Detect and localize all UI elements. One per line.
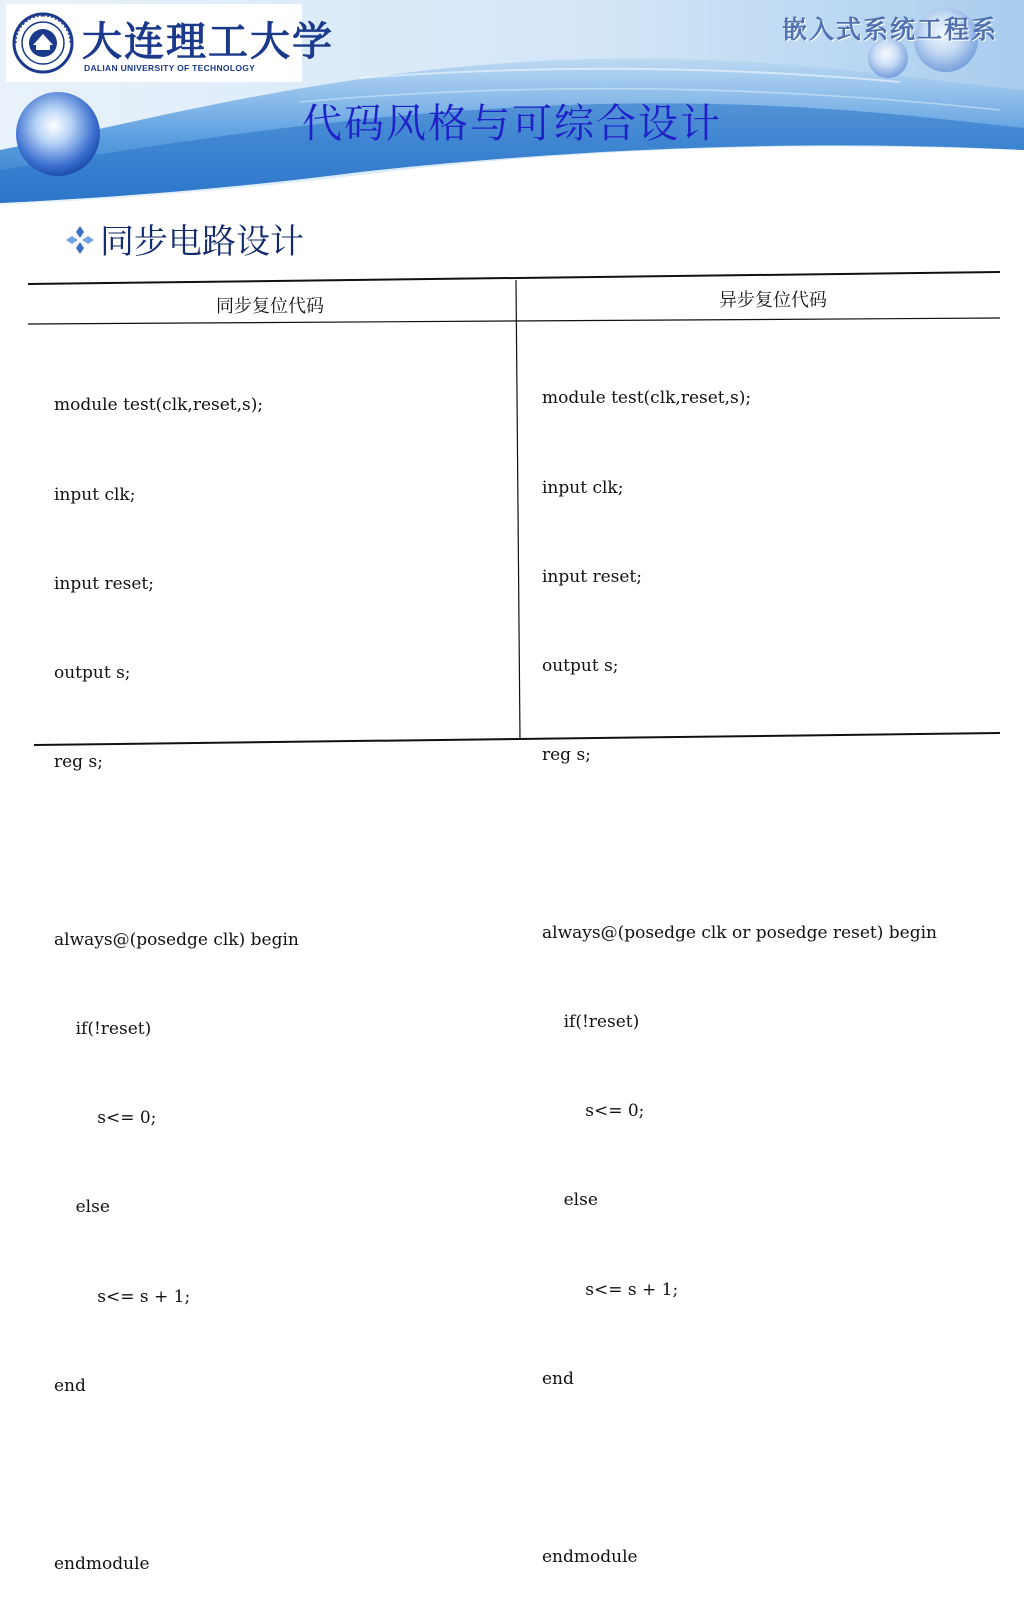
code-line <box>542 830 937 860</box>
code-line: s<= s + 1; <box>542 1279 679 1300</box>
table-top-border <box>28 272 1000 284</box>
header-banner <box>0 0 1024 210</box>
code-line: input clk; <box>54 484 136 505</box>
header-sync-reset: 同步复位代码 <box>216 296 324 317</box>
university-logo <box>6 4 334 82</box>
code-line: endmodule <box>542 1546 638 1567</box>
table-header-divider <box>28 318 1000 324</box>
code-line: end <box>54 1375 86 1396</box>
code-line: if(!reset) <box>54 1019 152 1040</box>
code-line: input reset; <box>542 566 642 587</box>
code-line: module test(clk,reset,s); <box>54 395 264 416</box>
sync-reset-code <box>54 332 299 1609</box>
university-name: 大连理工大学 <box>82 18 334 65</box>
bullet-text: 同步电路设计 <box>100 222 304 262</box>
university-english-name: DALIAN UNIVERSITY OF TECHNOLOGY <box>84 63 256 73</box>
code-line: s<= s + 1; <box>54 1286 191 1307</box>
course-title: 嵌入式系统工程系 <box>781 15 998 44</box>
code-line <box>54 1461 299 1491</box>
university-seal-icon <box>12 12 74 74</box>
code-line: else <box>542 1190 598 1211</box>
code-line: input clk; <box>542 477 624 498</box>
code-line: reg s; <box>542 744 591 765</box>
slide-title: 代码风格与可综合设计 <box>302 101 722 147</box>
diamond-bullet-icon <box>64 224 96 256</box>
code-line: output s; <box>54 662 131 683</box>
code-line: module test(clk,reset,s); <box>542 388 752 409</box>
code-line: always@(posedge clk or posedge reset) begin <box>542 923 937 944</box>
code-line: end <box>542 1368 574 1389</box>
code-line: s<= 0; <box>542 1101 645 1122</box>
code-line: s<= 0; <box>54 1108 157 1129</box>
code-line: output s; <box>542 655 619 676</box>
code-line <box>54 837 299 867</box>
async-reset-code <box>542 325 937 1602</box>
code-line: else <box>54 1197 110 1218</box>
code-line: always@(posedge clk) begin <box>54 930 299 951</box>
code-line <box>542 1454 937 1484</box>
code-line: input reset; <box>54 573 154 594</box>
table-column-divider <box>516 280 520 740</box>
header-async-reset: 异步复位代码 <box>719 290 827 311</box>
code-line: if(!reset) <box>542 1012 640 1033</box>
code-line: reg s; <box>54 751 103 772</box>
code-line: endmodule <box>54 1553 150 1574</box>
bullet-heading <box>64 214 304 263</box>
